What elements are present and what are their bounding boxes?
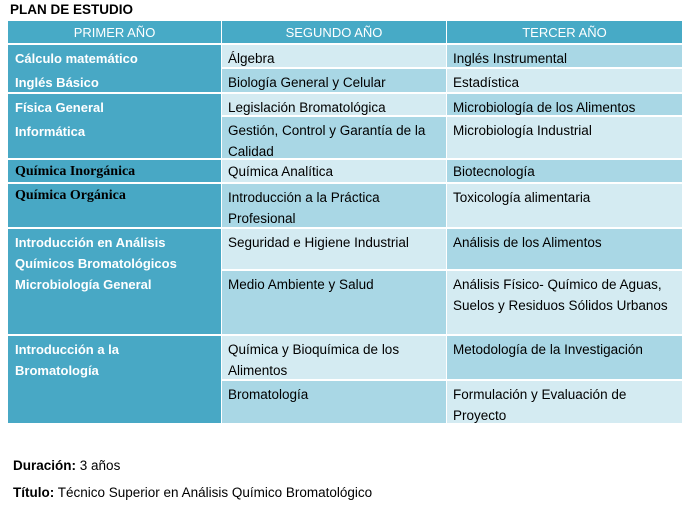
page-title: PLAN DE ESTUDIO: [10, 2, 134, 17]
second-year-cell: Seguridad e Higiene Industrial: [222, 229, 446, 269]
first-year-subject: Introducción a la: [15, 342, 120, 357]
first-year-subject: Química Inorgánica: [15, 164, 136, 179]
second-year-cell: Química Analítica: [222, 160, 446, 182]
second-year-cell: Legislación Bromatológica: [222, 94, 446, 115]
first-year-group-6: [8, 336, 221, 423]
third-year-cell: Toxicología alimentaria: [447, 184, 682, 227]
header-first-year: PRIMER AÑO: [8, 21, 221, 43]
first-year-subject: Cálculo matemático: [15, 51, 138, 66]
second-year-cell: Introducción a la Práctica Profesional: [222, 184, 446, 227]
third-year-cell: Inglés Instrumental: [447, 45, 682, 67]
first-year-group-4: [8, 184, 221, 227]
duration-label: Duración:: [13, 458, 77, 473]
first-year-subject: Microbiología General: [15, 277, 152, 292]
first-year-subject: Introducción en Análisis: [15, 235, 166, 250]
first-year-subject: Física General: [15, 100, 104, 115]
duration-line: [13, 458, 120, 473]
degree-title-label: Título:: [13, 485, 55, 500]
degree-title-value: Técnico Superior en Análisis Químico Bromatológico: [57, 485, 373, 500]
second-year-cell: Biología General y Celular: [222, 69, 446, 92]
header-second-year: SEGUNDO AÑO: [222, 21, 446, 43]
second-year-cell: Gestión, Control y Garantía de la Calidad: [222, 117, 446, 158]
first-year-subject: Inglés Básico: [15, 75, 99, 90]
third-year-cell: Análisis Físico- Químico de Aguas, Suelos y Residuos Sólidos Urbanos: [447, 271, 682, 334]
third-year-cell: Biotecnología: [447, 160, 682, 182]
first-year-group-1: [8, 45, 221, 92]
third-year-cell: Microbiología de los Alimentos: [447, 94, 682, 115]
second-year-cell: Bromatología: [222, 381, 446, 423]
first-year-subject: Bromatología: [15, 363, 99, 378]
first-year-group-5: [8, 229, 221, 334]
duration-value: 3 años: [79, 458, 121, 473]
first-year-subject: Químicos Bromatológicos: [15, 256, 177, 271]
third-year-cell: Metodología de la Investigación: [447, 336, 682, 379]
second-year-cell: Álgebra: [222, 45, 446, 67]
third-year-cell: Microbiología Industrial: [447, 117, 682, 158]
first-year-group-3: [8, 160, 221, 182]
degree-title-line: [13, 485, 372, 500]
first-year-group-2: [8, 94, 221, 158]
second-year-cell: Medio Ambiente y Salud: [222, 271, 446, 334]
third-year-cell: Estadística: [447, 69, 682, 92]
header-third-year: TERCER AÑO: [447, 21, 682, 43]
first-year-subject: Química Orgánica: [15, 188, 126, 203]
third-year-cell: Formulación y Evaluación de Proyecto: [447, 381, 682, 423]
first-year-subject: Informática: [15, 124, 86, 139]
study-plan-table: [8, 21, 682, 433]
second-year-cell: Química y Bioquímica de los Alimentos: [222, 336, 446, 379]
third-year-cell: Análisis de los Alimentos: [447, 229, 682, 269]
